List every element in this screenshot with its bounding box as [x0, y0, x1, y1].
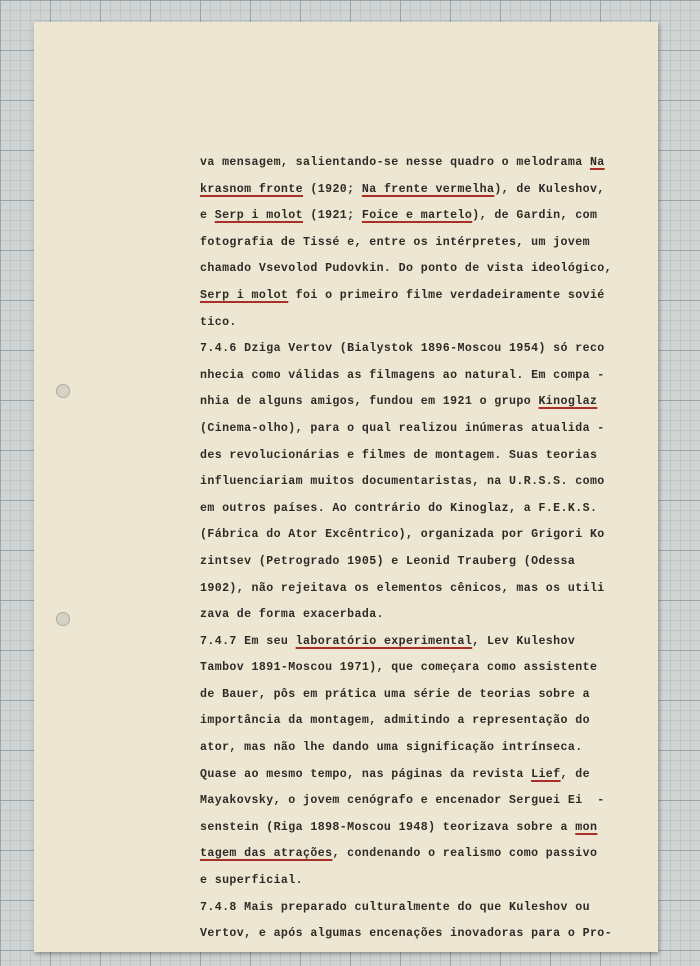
text-segment: , de — [560, 767, 590, 781]
text-line — [200, 416, 612, 443]
text-segment: importância da montagem, admitindo a representação do — [200, 714, 590, 728]
text-segment: zintsev (Petrogrado 1905) e Leonid Trauberg (Odessa — [200, 554, 576, 568]
text-line — [200, 496, 612, 523]
text-line — [200, 655, 612, 682]
text-segment: chamado Vsevolod Pudovkin. Do ponto de vista ideológico, — [200, 262, 613, 276]
underlined-title: laboratório experimental — [295, 634, 473, 648]
underlined-title: Foice e martelo — [361, 209, 473, 223]
text-line — [200, 336, 612, 363]
text-segment: influenciariam muitos documentaristas, na U.R.S.S. como — [200, 475, 605, 489]
underlined-title: Serp i molot — [200, 288, 289, 302]
text-line — [200, 150, 612, 177]
underlined-title: Lief — [531, 767, 561, 781]
text-segment: (1921; — [303, 209, 362, 223]
text-line — [200, 363, 612, 390]
text-segment: tico. — [200, 315, 237, 329]
text-line — [200, 256, 612, 283]
text-segment: Quase ao mesmo tempo, nas páginas da revista — [200, 767, 532, 781]
text-segment: ), de Kuleshov, — [494, 182, 605, 196]
text-line — [200, 762, 612, 789]
text-line — [200, 177, 612, 204]
text-segment: foi o primeiro filme verdadeiramente sovié — [288, 288, 605, 302]
text-segment: (Fábrica do Ator Excêntrico), organizada por Grigori Ko — [200, 528, 605, 542]
text-segment: va mensagem, salientando-se nesse quadro o melodrama — [200, 156, 590, 169]
text-segment: em outros países. Ao contrário do Kinoglaz, a F.E.K.S. — [200, 501, 598, 515]
text-segment: fotografia de Tissé e, entre os intérpretes, um jovem — [200, 235, 590, 249]
text-line — [200, 895, 612, 922]
text-segment: de Bauer, pôs em prática uma série de teorias sobre a — [200, 687, 590, 701]
text-line — [200, 576, 612, 603]
text-segment: (1920; — [303, 182, 362, 196]
text-segment: , condenando o realismo como passivo — [332, 847, 598, 861]
text-segment: 1902), não rejeitava os elementos cênicos, mas os utili — [200, 581, 605, 595]
text-line — [200, 735, 612, 762]
text-segment: 7.4.7 Em seu — [200, 634, 296, 648]
underlined-title: mon — [575, 820, 598, 834]
text-line — [200, 549, 612, 576]
underlined-title: Serp i molot — [214, 209, 304, 223]
text-line — [200, 203, 612, 230]
text-segment: Vertov, e após algumas encenações inovadoras para o Pro- — [200, 927, 613, 941]
text-line — [200, 283, 612, 310]
text-line — [200, 443, 612, 470]
text-line — [200, 522, 612, 549]
text-line — [200, 310, 612, 337]
text-line — [200, 469, 612, 496]
typewritten-text — [200, 150, 612, 948]
underlined-title: krasnom fronte — [200, 182, 304, 196]
punch-hole — [56, 384, 70, 398]
document-page — [34, 22, 658, 952]
text-segment: e superficial. — [200, 874, 304, 888]
text-line — [200, 841, 612, 868]
text-segment: Mayakovsky, o jovem cenógrafo e encenador Serguei Ei - — [200, 794, 605, 808]
text-segment: (Cinema-olho), para o qual realizou inúmeras atualida - — [200, 421, 605, 435]
text-segment: Tambov 1891-Moscou 1971), que começara como assistente — [200, 661, 598, 675]
text-segment: nhecia como válidas as filmagens ao natural. Em compa - — [200, 368, 605, 382]
punch-hole — [56, 612, 70, 626]
underlined-title: Na — [589, 156, 605, 169]
underlined-title: Kinoglaz — [538, 395, 598, 409]
text-segment: 7.4.6 Dziga Vertov (Bialystok 1896-Moscou 1954) só reco — [200, 342, 605, 356]
text-segment: des revolucionárias e filmes de montagem. Suas teorias — [200, 448, 598, 462]
text-segment: zava de forma exacerbada. — [200, 608, 384, 622]
text-segment: ator, mas não lhe dando uma significação intrínseca. — [200, 741, 583, 755]
underlined-title: tagem das atrações — [200, 847, 333, 861]
text-line — [200, 682, 612, 709]
text-line — [200, 788, 612, 815]
text-line — [200, 708, 612, 735]
text-line — [200, 921, 612, 948]
text-segment: nhia de alguns amigos, fundou em 1921 o grupo — [200, 395, 539, 409]
text-line — [200, 629, 612, 656]
text-line — [200, 868, 612, 895]
text-segment: , Lev Kuleshov — [472, 634, 576, 648]
underlined-title: Na frente vermelha — [361, 182, 495, 196]
text-line — [200, 230, 612, 257]
text-line — [200, 602, 612, 629]
text-line — [200, 815, 612, 842]
text-line — [200, 389, 612, 416]
text-segment: ), de Gardin, com — [472, 209, 598, 223]
text-segment: senstein (Riga 1898-Moscou 1948) teorizava sobre a — [200, 820, 576, 834]
text-segment: e — [200, 209, 215, 223]
text-segment: 7.4.8 Mais preparado culturalmente do que Kuleshov ou — [200, 900, 590, 914]
